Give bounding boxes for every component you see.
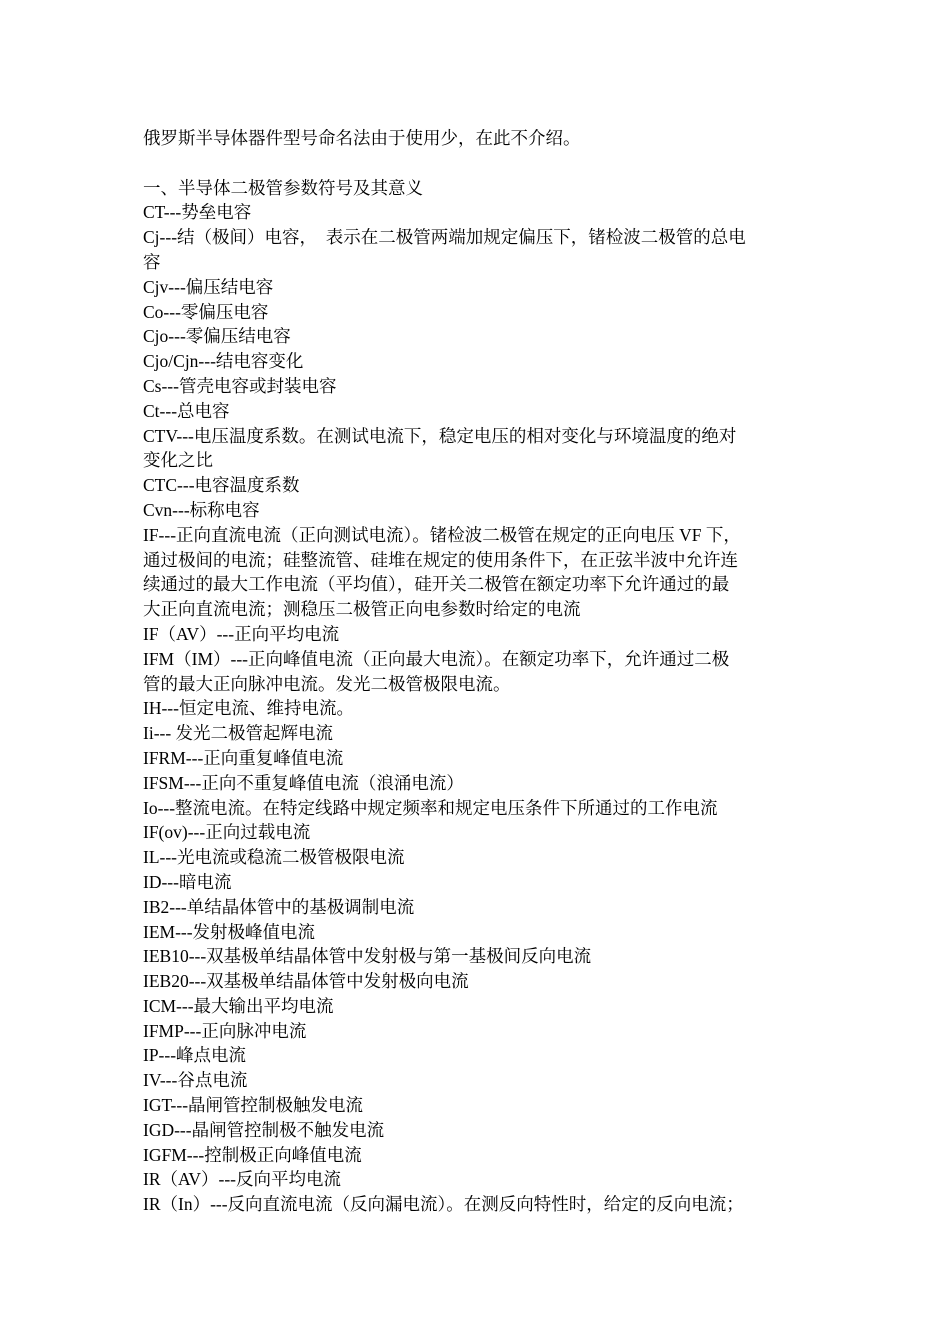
- parameter-entry-line: IV---谷点电流: [143, 1070, 248, 1091]
- parameter-entry: [143, 895, 811, 920]
- parameter-entry: [143, 225, 811, 275]
- parameter-entry-line: IFM（IM）---正向峰值电流（正向最大电流）。在额定功率下，允许通过二极: [143, 648, 730, 669]
- parameter-entry-line: IR（In）---反向直流电流（反向漏电流）。在测反向特性时，给定的反向电流；: [143, 1194, 744, 1215]
- parameter-entry: [143, 796, 811, 821]
- parameter-entry-line: IF(ov)---正向过载电流: [143, 822, 311, 843]
- parameter-entry: [143, 523, 811, 622]
- parameter-entry-line: 管的最大正向脉冲电流。发光二极管极限电流。: [143, 673, 511, 694]
- parameter-entry: [143, 1093, 811, 1118]
- parameter-entry-line: CTC---电容温度系数: [143, 475, 300, 496]
- parameter-entry-line: Io---整流电流。在特定线路中规定频率和规定电压条件下所通过的工作电流: [143, 797, 718, 818]
- parameter-entry-line: IEB10---双基极单结晶体管中发射极与第一基极间反向电流: [143, 946, 592, 967]
- parameter-entry-line: CTV---电压温度系数。在测试电流下，稳定电压的相对变化与环境温度的绝对: [143, 425, 737, 446]
- parameter-entry: [143, 622, 811, 647]
- parameter-entry-line: IEB20---双基极单结晶体管中发射极向电流: [143, 971, 469, 992]
- parameter-entry: [143, 300, 811, 325]
- parameter-entry-line: 续通过的最大工作电流（平均值），硅开关二极管在额定功率下允许通过的最: [143, 574, 730, 595]
- parameter-entry-line: Cjv---偏压结电容: [143, 276, 274, 297]
- parameter-entry-line: IF---正向直流电流（正向测试电流）。锗检波二极管在规定的正向电压 VF 下，: [143, 524, 741, 545]
- parameter-entry: [143, 374, 811, 399]
- parameter-entry: [143, 870, 811, 895]
- parameter-entry: [143, 944, 811, 969]
- parameter-entry: [143, 696, 811, 721]
- parameter-entry: [143, 1068, 811, 1093]
- parameter-entry: [143, 498, 811, 523]
- parameter-entry-line: 容: [143, 251, 161, 272]
- parameter-entry-line: ICM---最大输出平均电流: [143, 995, 334, 1016]
- parameter-entry-line: IFSM---正向不重复峰值电流（浪涌电流）: [143, 772, 464, 793]
- parameter-entry-line: ID---暗电流: [143, 871, 232, 892]
- parameter-entry-line: IFRM---正向重复峰值电流: [143, 747, 344, 768]
- parameter-entry: [143, 399, 811, 424]
- parameter-entry-line: Cs---管壳电容或封装电容: [143, 375, 337, 396]
- parameter-entry-line: IFMP---正向脉冲电流: [143, 1020, 307, 1041]
- parameter-entry-line: IGD---晶闸管控制极不触发电流: [143, 1119, 385, 1140]
- parameter-entry: [143, 721, 811, 746]
- parameter-entry: [143, 1167, 811, 1192]
- parameter-entry: [143, 746, 811, 771]
- parameter-entry: [143, 969, 811, 994]
- parameter-entry-line: IL---光电流或稳流二极管极限电流: [143, 847, 405, 868]
- parameter-entry-line: IF（AV）---正向平均电流: [143, 623, 340, 644]
- parameter-entry: [143, 200, 811, 225]
- parameter-entry: [143, 994, 811, 1019]
- parameter-entry: [143, 647, 811, 697]
- parameter-entry-line: IH---恒定电流、维持电流。: [143, 698, 354, 719]
- parameter-entry-line: Ii--- 发光二极管起辉电流: [143, 723, 334, 744]
- parameter-entry-line: Cvn---标称电容: [143, 499, 260, 520]
- parameter-entry-line: IB2---单结晶体管中的基极调制电流: [143, 896, 415, 917]
- parameter-entry: [143, 349, 811, 374]
- parameter-entry-line: IGFM---控制极正向峰值电流: [143, 1144, 362, 1165]
- parameter-entry-line: 大正向直流电流；测稳压二极管正向电参数时给定的电流: [143, 599, 581, 620]
- section-heading: 一、半导体二极管参数符号及其意义: [143, 177, 423, 198]
- intro-paragraph: 俄罗斯半导体器件型号命名法由于使用少，在此不介绍。: [143, 128, 581, 148]
- parameter-entry-line: CT---势垒电容: [143, 202, 252, 223]
- parameter-entry: [143, 1019, 811, 1044]
- parameter-entry: [143, 1043, 811, 1068]
- parameter-entry-line: Cjo---零偏压结电容: [143, 326, 291, 347]
- parameter-entry-line: Cjo/Cjn---结电容变化: [143, 351, 304, 372]
- parameter-entry: [143, 424, 811, 474]
- parameter-entry: [143, 920, 811, 945]
- parameter-entry-line: IGT---晶闸管控制极触发电流: [143, 1095, 364, 1116]
- parameter-entry: [143, 820, 811, 845]
- parameter-entry: [143, 845, 811, 870]
- parameter-entry: [143, 1118, 811, 1143]
- parameter-entry: [143, 473, 811, 498]
- parameter-entry: [143, 324, 811, 349]
- parameter-entry-line: IR（AV）---反向平均电流: [143, 1169, 342, 1190]
- parameter-entry-line: 通过极间的电流；硅整流管、硅堆在规定的使用条件下，在正弦半波中允许连: [143, 549, 738, 570]
- document-body: [143, 126, 811, 1217]
- parameter-entry-line: IP---峰点电流: [143, 1045, 247, 1066]
- parameter-entry-line: Ct---总电容: [143, 400, 230, 421]
- parameter-entry: [143, 1143, 811, 1168]
- parameter-entry-line: Cj---结（极间）电容， 表示在二极管两端加规定偏压下，锗检波二极管的总电: [143, 227, 746, 248]
- parameter-entry: [143, 275, 811, 300]
- parameter-entry: [143, 1192, 811, 1217]
- blank-line: [143, 151, 811, 176]
- parameter-list: [143, 200, 811, 1217]
- parameter-entry-line: 变化之比: [143, 450, 213, 471]
- parameter-entry-line: IEM---发射极峰值电流: [143, 921, 316, 942]
- parameter-entry: [143, 771, 811, 796]
- parameter-entry-line: Co---零偏压电容: [143, 301, 269, 322]
